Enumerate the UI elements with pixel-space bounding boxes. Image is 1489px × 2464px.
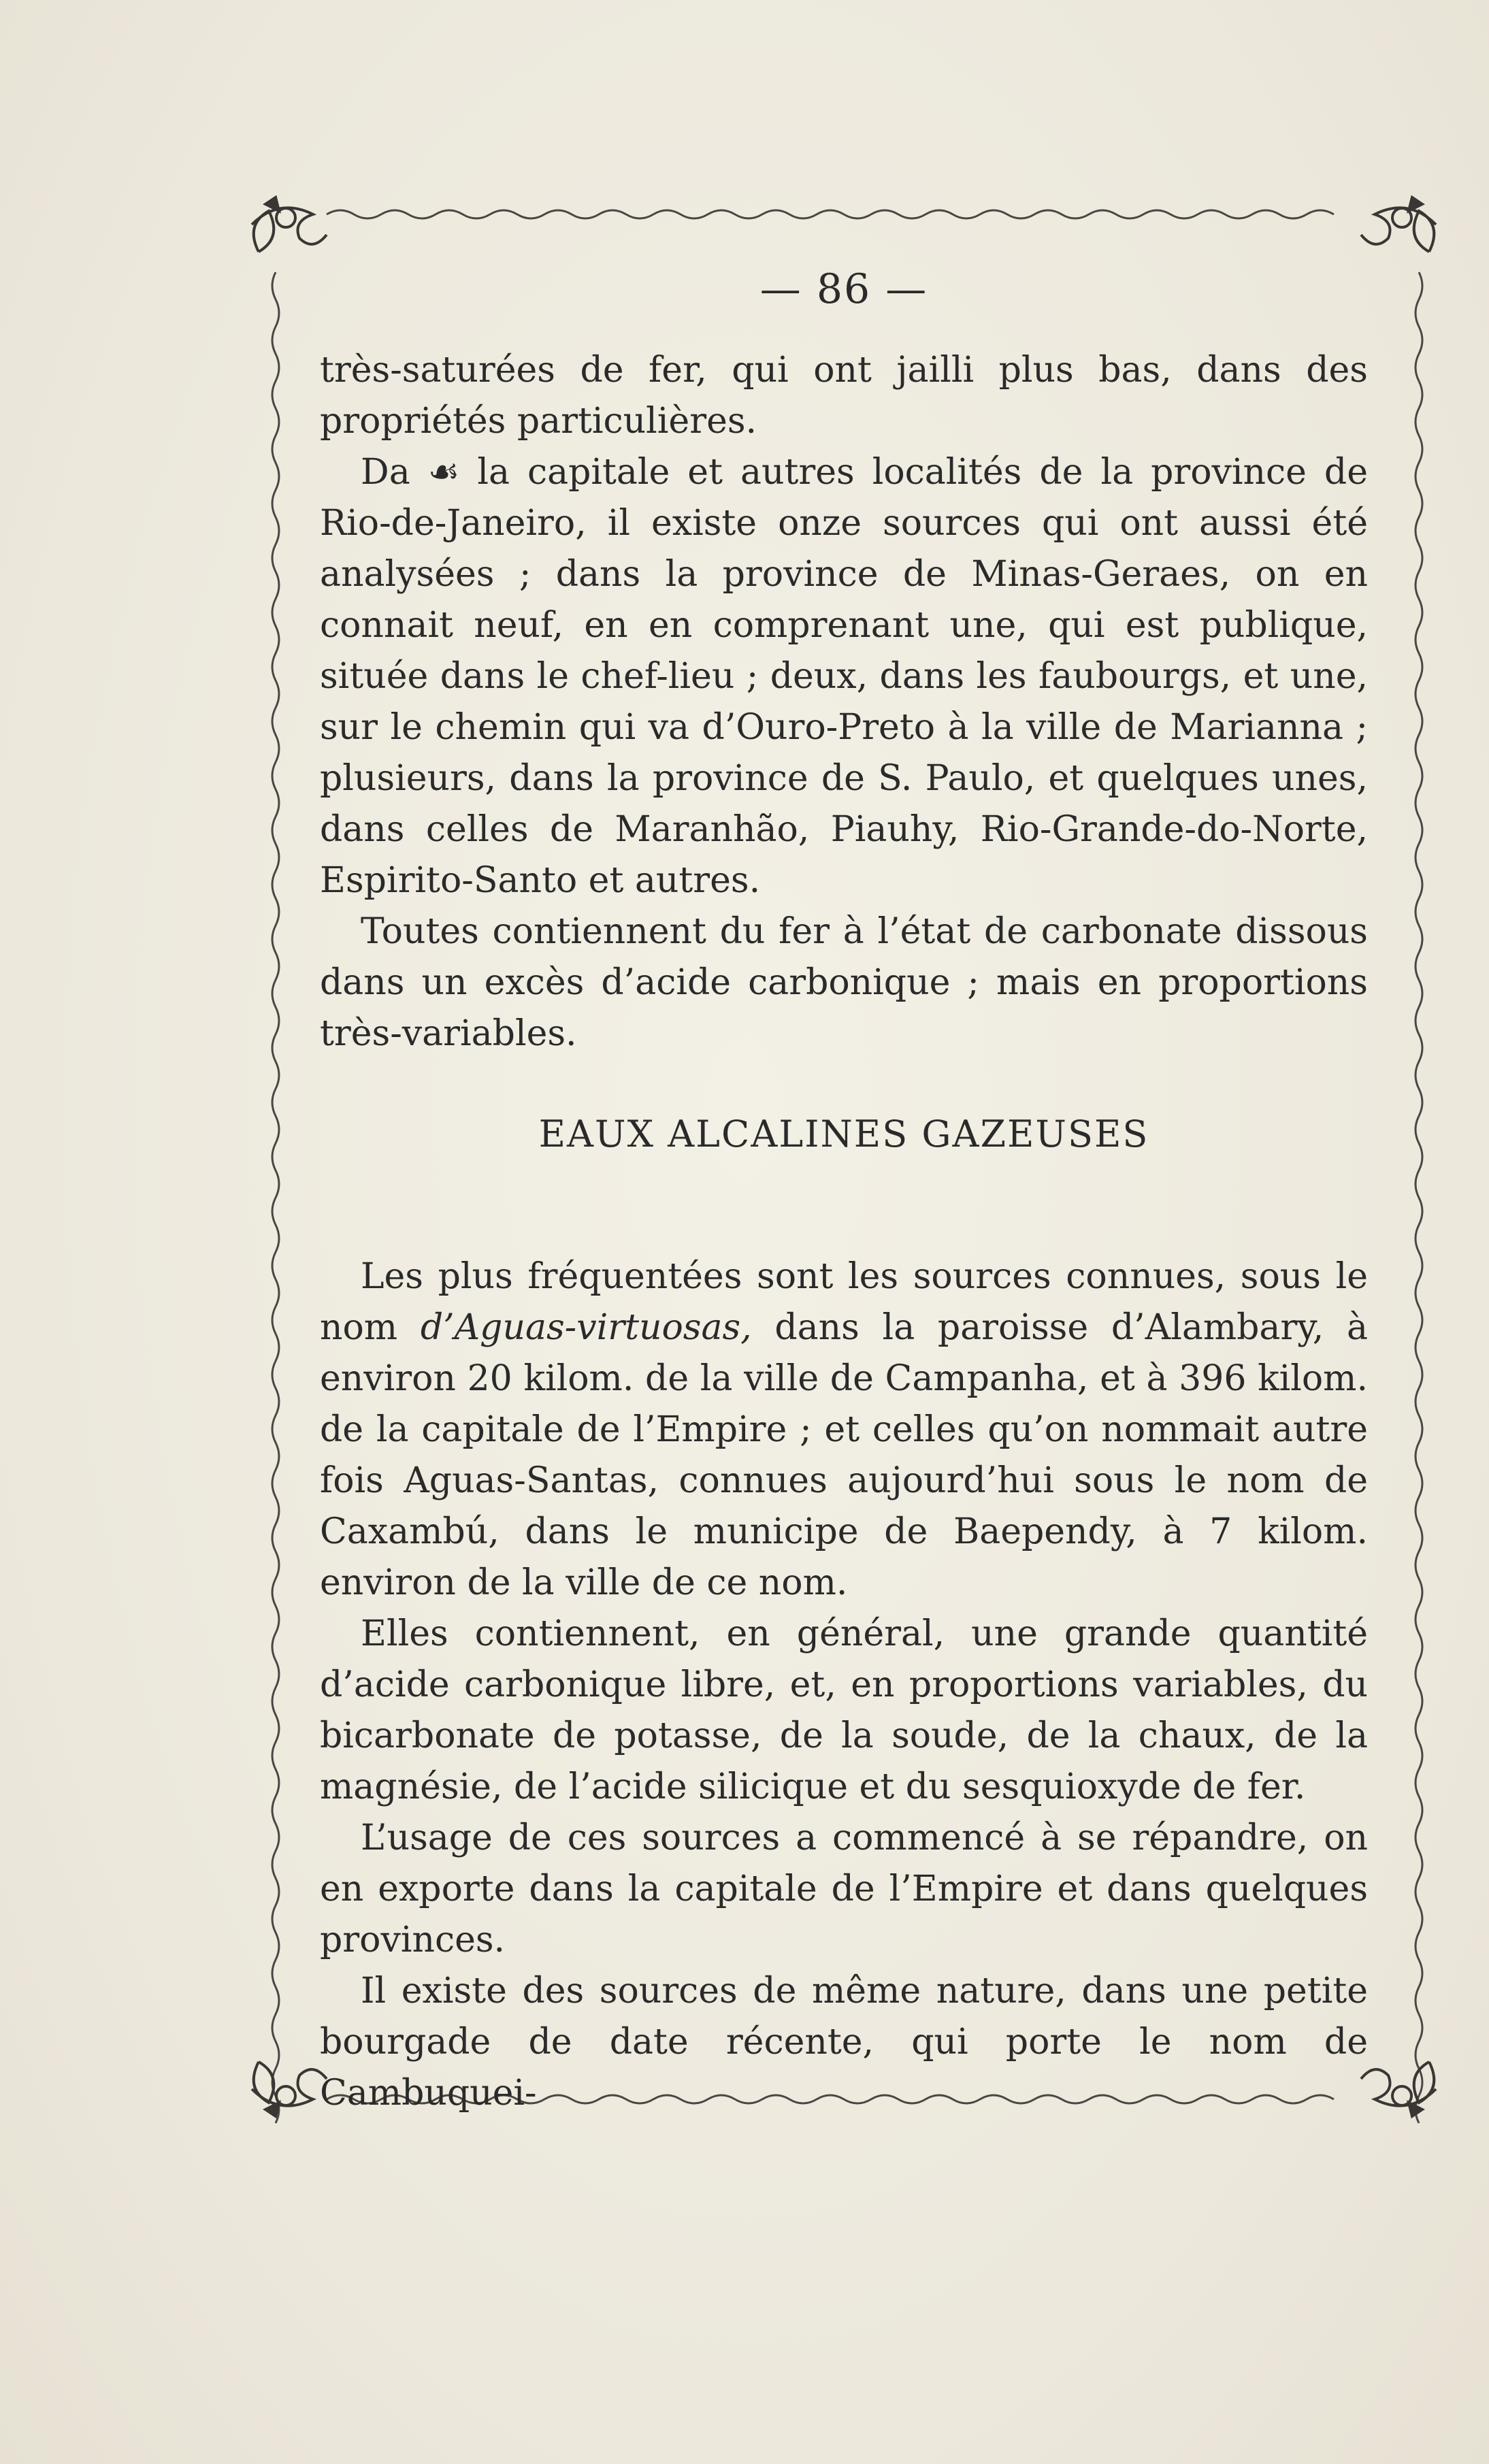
paragraph-bottom-3: Il existe des sources de même nature, dans une petite bourgade de date récente, qui porte le nom de Cambuquei- — [320, 1971, 1368, 2114]
paragraph-aguas-after: dans la paroisse d’Alambary, à environ 20 kilom. de la ville de Campanha, et à 396 kilom. de la capitale de l’Empire ; et celles qu’on nommait autre fois Aguas-Santas, connues aujourd’hui sous le nom de Caxambú, dans le municipe de Baependy, à 7 kilom. environ de la ville de ce nom. — [320, 1307, 1368, 1603]
paragraph-bottom-1: Elles contiennent, en général, une grande quantité d’acide carbonique libre, et, en proportions variables, du bicarbonate de potasse, de la soude, de la chaux, de la magnésie, de l’acide silicique et du sesquioxyde de fer. — [320, 1613, 1368, 1807]
paragraph-top-2: Da ☙ la capitale et autres localités de la province de Rio-de-Janeiro, il existe onze sources qui ont aussi été analysées ; dans la province de Minas-Geraes, on en connait neuf, en en comprenant une, qui est publique, située dans le chef-lieu ; deux, dans les faubourgs, et une, sur le chemin qui va d’Ouro-Preto à la ville de Marianna ; plusieurs, dans la province de S. Paulo, et quelques unes, dans celles de Maranhão, Piauhy, Rio-Grande-do-Norte, Espirito-Santo et autres. — [320, 452, 1368, 901]
paragraph-aguas-before: Les plus fréquentées sont les sources connues, sous le nom — [320, 1256, 1368, 1348]
corner-ornament-top-right — [1361, 197, 1436, 252]
paragraph-bottom-2: L’usage de ces sources a commencé à se répandre, on en exporte dans la capitale de l’Empire et dans quelques provinces. — [320, 1818, 1368, 1960]
page-content — [320, 265, 1368, 2119]
frame-left-rule — [272, 272, 279, 2123]
aguas-virtuosas-italic: d’Aguas-virtuosas, — [420, 1307, 752, 1348]
section-heading: EAUX ALCALINES GAZEUSES — [538, 1113, 1149, 1155]
corner-ornament-bottom-right — [1361, 2062, 1436, 2116]
corner-ornament-bottom-left — [252, 2062, 327, 2116]
paragraph-aguas-virtuosas — [320, 1251, 1368, 1609]
corner-ornament-top-left — [252, 197, 327, 252]
paragraph-top-3: Toutes contiennent du fer à l’état de carbonate dissous dans un excès d’acide carbonique ; mais en proportions très-variables. — [320, 911, 1368, 1054]
frame-top-rule — [327, 210, 1334, 218]
page-number: — 86 — — [759, 265, 928, 313]
frame-right-rule — [1416, 272, 1422, 2123]
paragraph-top-1: très-saturées de fer, qui ont jailli plus bas, dans des propriétés particulières. — [320, 350, 1368, 442]
